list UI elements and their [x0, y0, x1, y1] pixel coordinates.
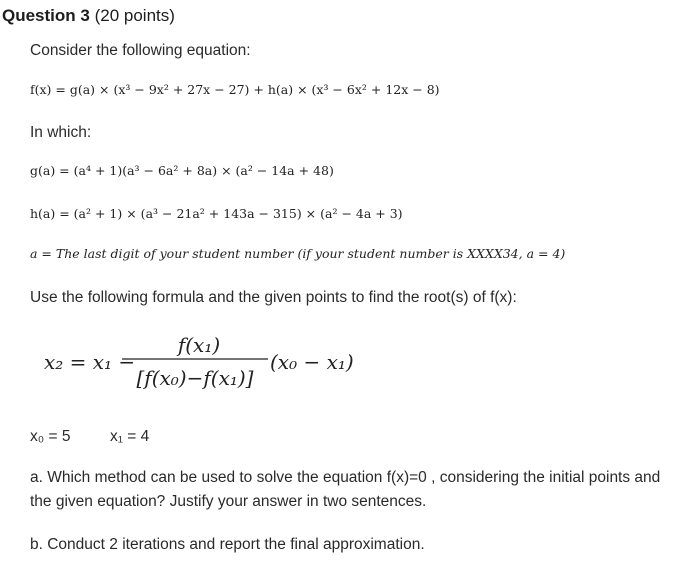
a-definition: a = The last digit of your student number (if your student number is XXXX34, a = 4) [30, 246, 566, 261]
intro-text: Consider the following equation: [30, 42, 251, 59]
formula-factor: (x₀ − x₁) [270, 350, 354, 374]
equation-f: f(x) = g(a) × (x³ − 9x² + 27x − 27) + h(a) × (x³ − 6x² + 12x − 8) [30, 82, 440, 97]
instruction-text: Use the following formula and the given points to find the root(s) of f(x): [30, 289, 517, 306]
in-which-label: In which: [30, 124, 92, 141]
part-b-text: b. Conduct 2 iterations and report the final approximation. [30, 536, 425, 553]
equation-h: h(a) = (a² + 1) × (a³ − 21a² + 143a − 315) × (a² − 4a + 3) [30, 206, 403, 221]
formula-graphic [30, 325, 390, 405]
question-points: (20 points) [94, 6, 175, 25]
question-title [2, 6, 175, 26]
initial-point-x0: x₀ = 5 [30, 428, 71, 445]
equation-g: g(a) = (a⁴ + 1)(a³ − 6a² + 8a) × (a² − 14a + 48) [30, 163, 334, 178]
question-number: Question 3 [2, 6, 90, 25]
formula-numerator: f(x₁) [177, 333, 221, 357]
secant-formula [30, 325, 390, 405]
formula-lhs: x₂ = x₁ − [44, 350, 136, 374]
formula-denominator: [f(x₀)−f(x₁)] [136, 366, 254, 390]
initial-point-x1: x₁ = 4 [110, 428, 150, 445]
part-a-text: a. Which method can be used to solve the equation f(x)=0 , considering the initial points and the given equation? Justify your answer in two sentences. [30, 469, 661, 510]
